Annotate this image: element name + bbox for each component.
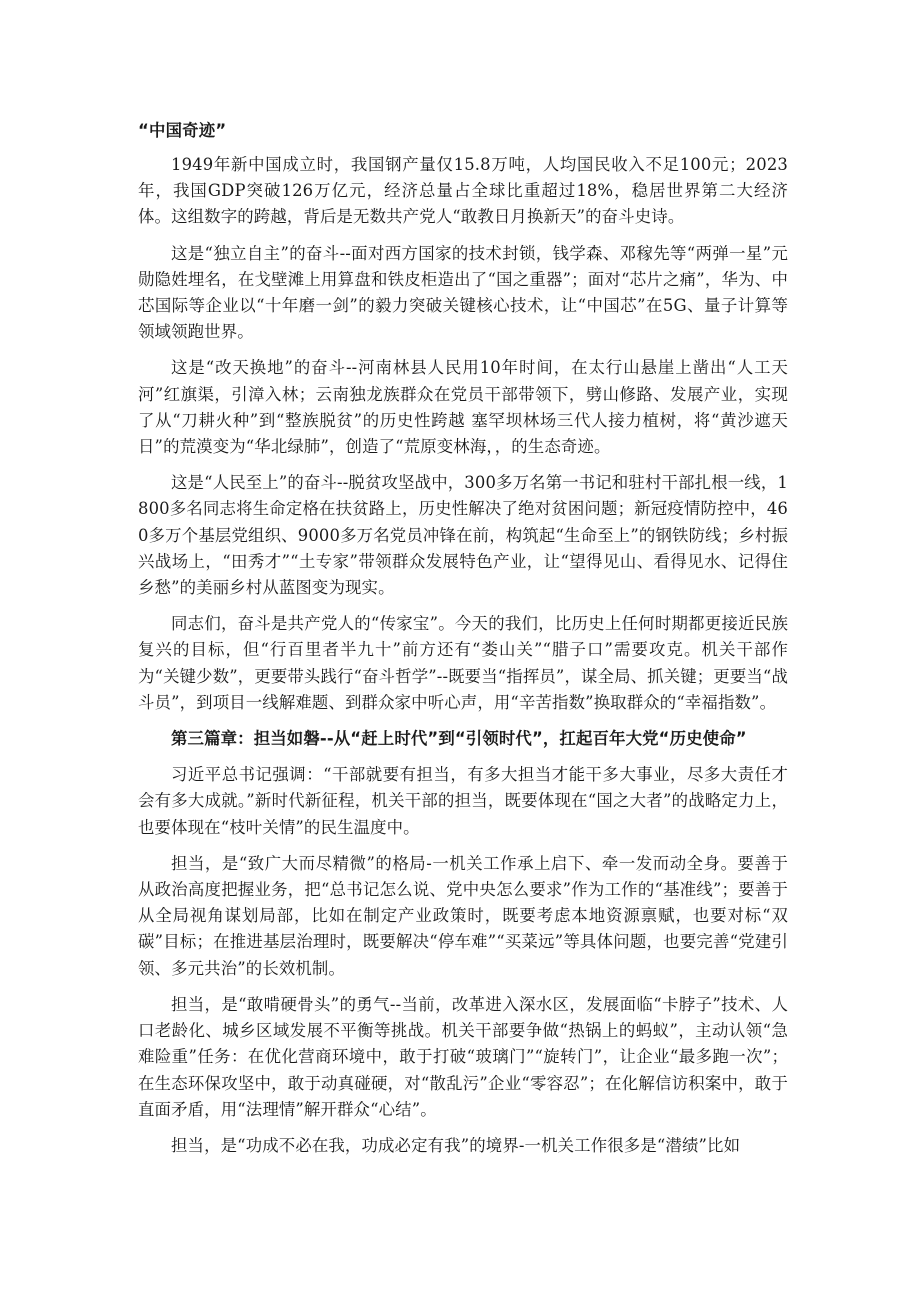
paragraph: 这是“人民至上”的奋斗--脱贫攻坚战中，300多万名第一书记和驻村干部扎根一线，1800多名同志将生命定格在扶贫路上，历史性解决了绝对贫困问题；新冠疫情防控中，460多万个基层党组织、9000多万名党员冲锋在前，构筑起“生命至上”的钢铁防线；乡村振兴战场上，“田秀才”“土专家”带领群众发展特色产业，让“望得见山、看得见水、记得住乡愁”的美丽乡村从蓝图变为现实。 xyxy=(138,473,788,598)
paragraph: 同志们，奋斗是共产党人的“传家宝”。今天的我们，比历史上任何时期都更接近民族复兴的目标，但“行百里者半九十”前方还有“娄山关”“腊子口”需要攻克。机关干部作为“关键少数”，更要带头践行“奋斗哲学”--既要当“指挥员”，谋全局、抓关键；更要当“战斗员”，到项目一线解难题、到群众家中听心声，用“辛苦指数”换取群众的“幸福指数”。 xyxy=(138,614,789,712)
paragraph: 习近平总书记强调：“干部就要有担当，有多大担当才能干多大事业，尽多大责任才会有多大成就。”新时代新征程，机关干部的担当，既要体现在“国之大者”的战略定力上，也要体现在“枝叶关情”的民生温度中。 xyxy=(138,765,788,837)
document-page xyxy=(138,118,788,1169)
section-title: “中国奇迹” xyxy=(138,121,227,140)
paragraph: 这是“改天换地”的奋斗--河南林县人民用10年时间，在太行山悬崖上凿出“人工天河”红旗渠，引漳入林；云南独龙族群众在党员干部带领下，劈山修路、发展产业，实现了从“刀耕火种”到“整族脱贫”的历史性跨越 塞罕坝林场三代人接力植树，将“黄沙遮天日”的荒漠变为“华北绿肺”，创造了“荒原变林海，，的生态奇迹。 xyxy=(138,358,788,457)
paragraph: 1949年新中国成立时，我国钢产量仅15.8万吨，人均国民收入不足100元；2023年，我国GDP突破126万亿元，经济总量占全球比重超过18%，稳居世界第二大经济体。这组数字的跨越，背后是无数共产党人“敢教日月换新天”的奋斗史诗。 xyxy=(138,155,788,227)
paragraph: 担当，是“致广大而尽精微”的格局-一机关工作承上启下、牵一发而动全身。要善于从政治高度把握业务，把“总书记怎么说、党中央怎么要求”作为工作的“基准线”；要善于从全局视角谋划局部，比如在制定产业政策时，既要考虑本地资源禀赋，也要对标“双碳”目标；在推进基层治理时，既要解决“停车难”“买菜远”等具体问题，也要完善“党建引领、多元共治”的长效机制。 xyxy=(138,853,788,978)
paragraph: 这是“独立自主”的奋斗--面对西方国家的技术封锁，钱学森、邓稼先等“两弹一星”元勋隐姓埋名，在戈壁滩上用算盘和铁皮柜造出了“国之重器”；面对“芯片之痛”，华为、中芯国际等企业以“十年磨一剑”的毅力突破关键核心技术，让“中国芯”在5G、量子计算等领域领跑世界。 xyxy=(138,243,788,342)
paragraph: 担当，是“敢啃硬骨头”的勇气--当前，改革进入深水区，发展面临“卡脖子”技术、人口老龄化、城乡区域发展不平衡等挑战。机关干部要争做“热锅上的蚂蚁”，主动认领“急难险重”任务：在优化营商环境中，敢于打破“玻璃门”“旋转门”，让企业“最多跑一次”；在生态环保攻坚中，敢于动真碰硬，对“散乱污”企业“零容忍”；在化解信访积案中，敢于直面矛盾，用“法理情”解开群众“心结”。 xyxy=(138,994,788,1119)
paragraph: 担当，是“功成不必在我，功成必定有我”的境界-一机关工作很多是“潜绩”比如 xyxy=(171,1135,741,1155)
chapter-heading: 第三篇章：担当如磐--从“赶上时代”到“引领时代”，扛起百年大党“历史使命” xyxy=(171,729,747,749)
